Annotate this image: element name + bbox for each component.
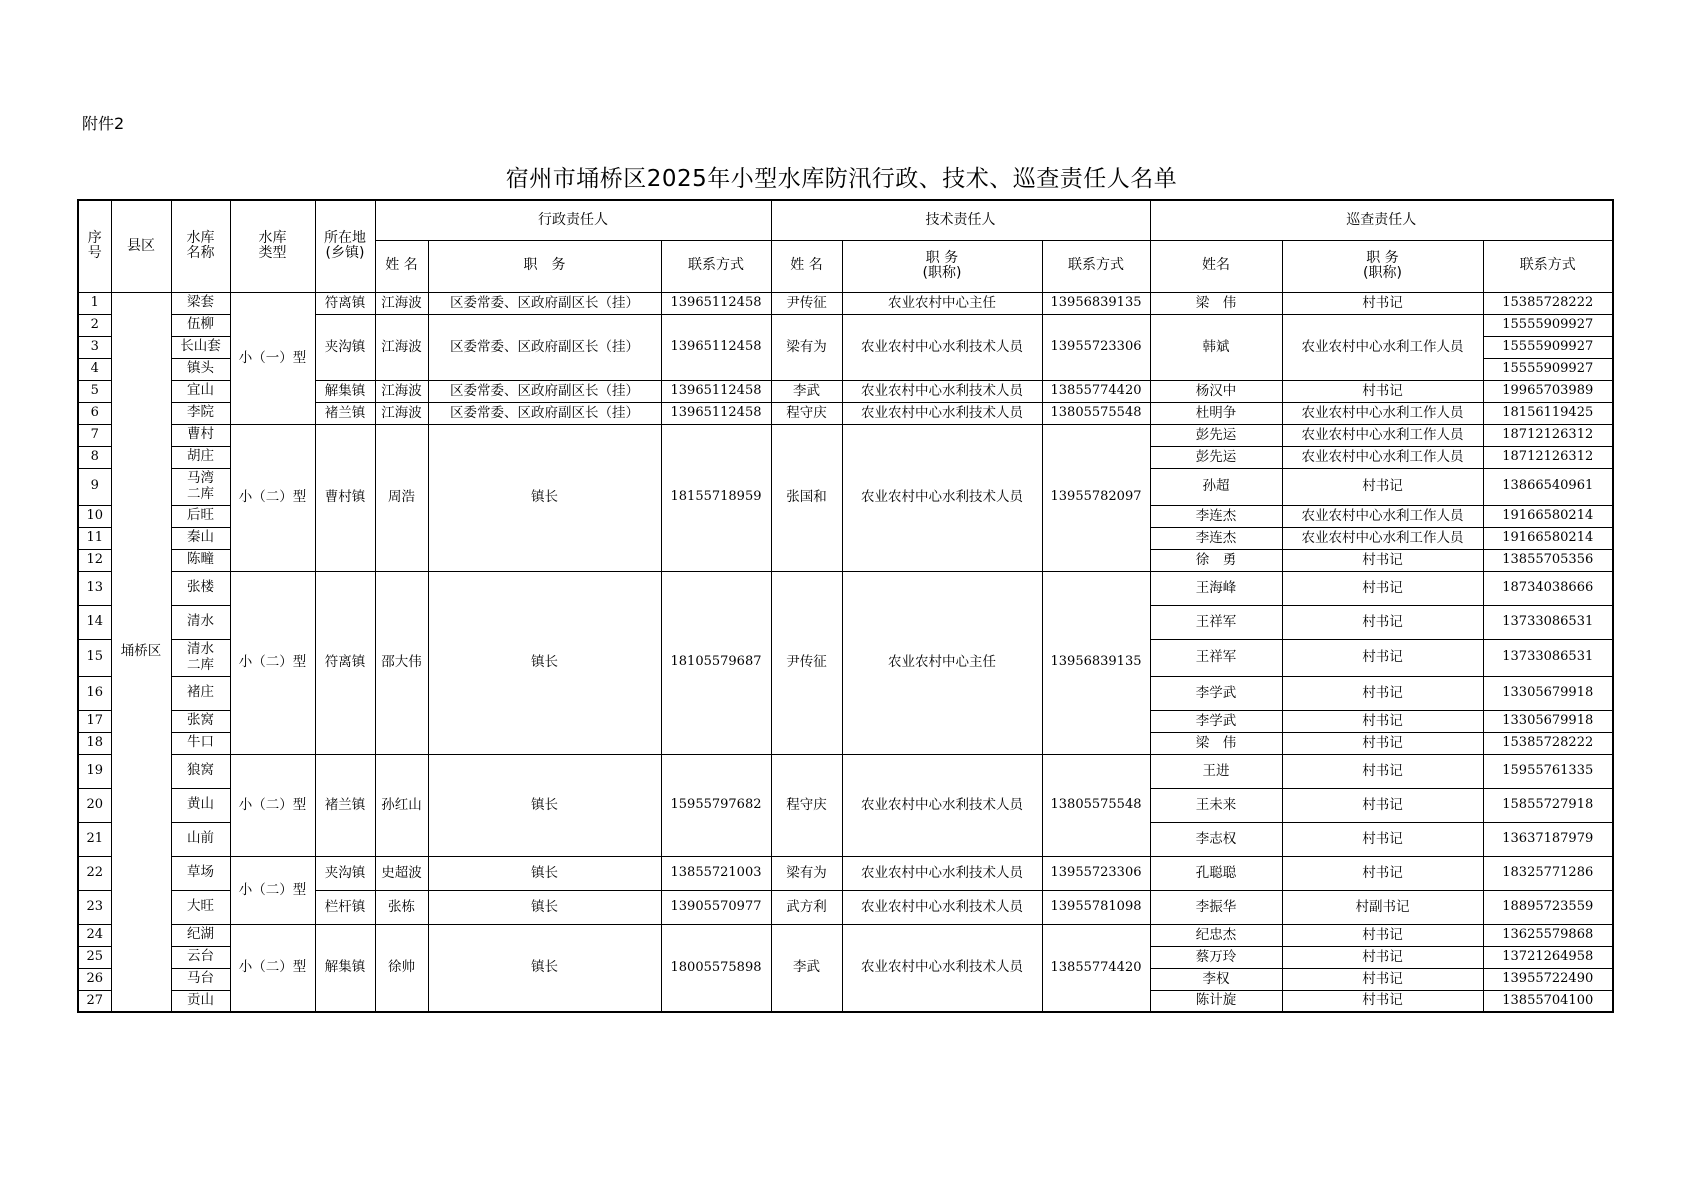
seq-cell: 21: [78, 822, 111, 856]
admin-name-cell: 孙红山: [375, 754, 428, 856]
admin-duty-cell: 镇长: [428, 890, 661, 924]
patrol-phone-cell: 18734038666: [1483, 571, 1613, 605]
admin-phone-cell: 13855721003: [661, 856, 771, 890]
patrol-name-cell: 徐 勇: [1150, 549, 1282, 571]
patrol-duty-cell: 村书记: [1282, 924, 1483, 946]
reservoir-name-cell: 云台: [171, 946, 230, 968]
responsibility-table: [77, 199, 1614, 1013]
header-admin-contact: 联系方式: [661, 240, 771, 292]
seq-cell: 7: [78, 424, 111, 446]
header-patrol-duty: 职 务 (职称): [1282, 240, 1483, 292]
seq-cell: 27: [78, 990, 111, 1012]
tech-duty-cell: 农业农村中心水利技术人员: [842, 402, 1042, 424]
reservoir-name-cell: 草场: [171, 856, 230, 890]
township-cell: 栏杆镇: [315, 890, 375, 924]
header-tech-name: 姓 名: [771, 240, 842, 292]
patrol-phone-cell: 13721264958: [1483, 946, 1613, 968]
township-cell: 夹沟镇: [315, 314, 375, 380]
seq-cell: 25: [78, 946, 111, 968]
seq-cell: 13: [78, 571, 111, 605]
header-seq: 序 号: [78, 200, 111, 292]
reservoir-name-cell: 陈疃: [171, 549, 230, 571]
patrol-phone-cell: 19965703989: [1483, 380, 1613, 402]
patrol-duty-cell: 村书记: [1282, 468, 1483, 505]
tech-phone-cell: 13855774420: [1042, 924, 1150, 1012]
patrol-duty-cell: 村书记: [1282, 571, 1483, 605]
tech-name-cell: 程守庆: [771, 402, 842, 424]
tech-name-cell: 梁有为: [771, 856, 842, 890]
patrol-phone-cell: 18895723559: [1483, 890, 1613, 924]
patrol-duty-cell: 村书记: [1282, 639, 1483, 676]
reservoir-name-cell: 纪湖: [171, 924, 230, 946]
patrol-name-cell: 李连杰: [1150, 505, 1282, 527]
admin-name-cell: 周浩: [375, 424, 428, 571]
patrol-phone-cell: 13733086531: [1483, 639, 1613, 676]
seq-cell: 16: [78, 676, 111, 710]
patrol-duty-cell: 村书记: [1282, 605, 1483, 639]
patrol-phone-cell: 15385728222: [1483, 292, 1613, 314]
tech-duty-cell: 农业农村中心水利技术人员: [842, 380, 1042, 402]
seq-cell: 5: [78, 380, 111, 402]
admin-duty-cell: 区委常委、区政府副区长（挂）: [428, 380, 661, 402]
reservoir-type-cell: 小（二）型: [230, 856, 315, 924]
seq-cell: 17: [78, 710, 111, 732]
admin-name-cell: 史超波: [375, 856, 428, 890]
admin-name-cell: 徐帅: [375, 924, 428, 1012]
patrol-name-cell: 蔡万玲: [1150, 946, 1282, 968]
township-cell: 解集镇: [315, 380, 375, 402]
seq-cell: 18: [78, 732, 111, 754]
reservoir-name-cell: 黄山: [171, 788, 230, 822]
township-cell: 褚兰镇: [315, 754, 375, 856]
reservoir-name-cell: 山前: [171, 822, 230, 856]
township-cell: 符离镇: [315, 292, 375, 314]
header-tech-group: 技术责任人: [771, 200, 1150, 240]
township-cell: 解集镇: [315, 924, 375, 1012]
patrol-name-cell: 李振华: [1150, 890, 1282, 924]
header-admin-name: 姓 名: [375, 240, 428, 292]
patrol-phone-cell: 18325771286: [1483, 856, 1613, 890]
admin-name-cell: 江海波: [375, 402, 428, 424]
patrol-name-cell: 梁 伟: [1150, 732, 1282, 754]
reservoir-type-cell: 小（二）型: [230, 754, 315, 856]
patrol-phone-cell: 13855705356: [1483, 549, 1613, 571]
patrol-duty-cell: 农业农村中心水利工作人员: [1282, 505, 1483, 527]
reservoir-name-cell: 胡庄: [171, 446, 230, 468]
seq-cell: 20: [78, 788, 111, 822]
seq-cell: 1: [78, 292, 111, 314]
reservoir-name-cell: 马湾 二库: [171, 468, 230, 505]
admin-phone-cell: 13965112458: [661, 380, 771, 402]
patrol-name-cell: 王海峰: [1150, 571, 1282, 605]
patrol-duty-cell: 村书记: [1282, 990, 1483, 1012]
admin-duty-cell: 镇长: [428, 754, 661, 856]
patrol-duty-cell: 村书记: [1282, 788, 1483, 822]
patrol-phone-cell: 15855727918: [1483, 788, 1613, 822]
patrol-name-cell: 孙超: [1150, 468, 1282, 505]
patrol-duty-cell: 村书记: [1282, 856, 1483, 890]
seq-cell: 26: [78, 968, 111, 990]
patrol-duty-cell: 村副书记: [1282, 890, 1483, 924]
township-cell: 褚兰镇: [315, 402, 375, 424]
tech-phone-cell: 13855774420: [1042, 380, 1150, 402]
tech-name-cell: 尹传征: [771, 571, 842, 754]
admin-phone-cell: 13965112458: [661, 314, 771, 380]
reservoir-name-cell: 伍柳: [171, 314, 230, 336]
reservoir-name-cell: 褚庄: [171, 676, 230, 710]
tech-name-cell: 梁有为: [771, 314, 842, 380]
seq-cell: 22: [78, 856, 111, 890]
patrol-duty-cell: 村书记: [1282, 380, 1483, 402]
patrol-name-cell: 李学武: [1150, 710, 1282, 732]
patrol-duty-cell: 村书记: [1282, 549, 1483, 571]
patrol-name-cell: 杜明争: [1150, 402, 1282, 424]
reservoir-name-cell: 曹村: [171, 424, 230, 446]
reservoir-type-cell: 小（二）型: [230, 924, 315, 1012]
tech-phone-cell: 13955782097: [1042, 424, 1150, 571]
reservoir-type-cell: 小（二）型: [230, 424, 315, 571]
tech-phone-cell: 13805575548: [1042, 402, 1150, 424]
patrol-name-cell: 彭先运: [1150, 446, 1282, 468]
attachment-label: 附件2: [82, 114, 125, 133]
header-patrol-group: 巡查责任人: [1150, 200, 1613, 240]
admin-phone-cell: 15955797682: [661, 754, 771, 856]
tech-duty-cell: 农业农村中心水利技术人员: [842, 856, 1042, 890]
table-row: [78, 292, 1613, 314]
patrol-name-cell: 韩斌: [1150, 314, 1282, 380]
reservoir-name-cell: 贡山: [171, 990, 230, 1012]
patrol-phone-cell: 15955761335: [1483, 754, 1613, 788]
patrol-duty-cell: 村书记: [1282, 822, 1483, 856]
reservoir-name-cell: 长山套: [171, 336, 230, 358]
reservoir-name-cell: 清水: [171, 605, 230, 639]
tech-phone-cell: 13955781098: [1042, 890, 1150, 924]
reservoir-name-cell: 马台: [171, 968, 230, 990]
admin-phone-cell: 13965112458: [661, 292, 771, 314]
header-tech-contact: 联系方式: [1042, 240, 1150, 292]
table-row: [78, 924, 1613, 946]
tech-phone-cell: 13955723306: [1042, 314, 1150, 380]
table-row: [78, 754, 1613, 788]
tech-duty-cell: 农业农村中心水利技术人员: [842, 890, 1042, 924]
header-township: 所在地 (乡镇): [315, 200, 375, 292]
patrol-phone-cell: 13866540961: [1483, 468, 1613, 505]
patrol-duty-cell: 村书记: [1282, 732, 1483, 754]
county-cell: 埇桥区: [111, 292, 171, 1012]
tech-duty-cell: 农业农村中心水利技术人员: [842, 314, 1042, 380]
seq-cell: 24: [78, 924, 111, 946]
patrol-duty-cell: 村书记: [1282, 676, 1483, 710]
admin-duty-cell: 区委常委、区政府副区长（挂）: [428, 314, 661, 380]
patrol-duty-cell: 村书记: [1282, 946, 1483, 968]
admin-duty-cell: 镇长: [428, 571, 661, 754]
header-row-groups: [78, 200, 1613, 240]
patrol-name-cell: 王祥军: [1150, 605, 1282, 639]
patrol-phone-cell: 15385728222: [1483, 732, 1613, 754]
tech-phone-cell: 13956839135: [1042, 292, 1150, 314]
admin-name-cell: 江海波: [375, 380, 428, 402]
patrol-name-cell: 李连杰: [1150, 527, 1282, 549]
admin-duty-cell: 镇长: [428, 424, 661, 571]
patrol-phone-cell: 15555909927: [1483, 336, 1613, 358]
patrol-phone-cell: 13305679918: [1483, 710, 1613, 732]
reservoir-name-cell: 大旺: [171, 890, 230, 924]
tech-duty-cell: 农业农村中心水利技术人员: [842, 424, 1042, 571]
header-admin-duty: 职 务: [428, 240, 661, 292]
tech-name-cell: 程守庆: [771, 754, 842, 856]
table-row: [78, 856, 1613, 890]
patrol-phone-cell: 15555909927: [1483, 314, 1613, 336]
patrol-duty-cell: 农业农村中心水利工作人员: [1282, 424, 1483, 446]
patrol-duty-cell: 农业农村中心水利工作人员: [1282, 527, 1483, 549]
seq-cell: 9: [78, 468, 111, 505]
tech-name-cell: 张国和: [771, 424, 842, 571]
admin-name-cell: 邵大伟: [375, 571, 428, 754]
patrol-phone-cell: 13637187979: [1483, 822, 1613, 856]
seq-cell: 15: [78, 639, 111, 676]
table-row: [78, 424, 1613, 446]
admin-name-cell: 江海波: [375, 292, 428, 314]
reservoir-name-cell: 狼窝: [171, 754, 230, 788]
patrol-phone-cell: 19166580214: [1483, 527, 1613, 549]
seq-cell: 11: [78, 527, 111, 549]
seq-cell: 3: [78, 336, 111, 358]
admin-phone-cell: 13905570977: [661, 890, 771, 924]
patrol-phone-cell: 13955722490: [1483, 968, 1613, 990]
patrol-name-cell: 王祥军: [1150, 639, 1282, 676]
header-admin-group: 行政责任人: [375, 200, 771, 240]
seq-cell: 6: [78, 402, 111, 424]
reservoir-name-cell: 梁套: [171, 292, 230, 314]
reservoir-type-cell: 小（二）型: [230, 571, 315, 754]
patrol-name-cell: 彭先运: [1150, 424, 1282, 446]
header-tech-duty: 职 务 (职称): [842, 240, 1042, 292]
patrol-phone-cell: 13855704100: [1483, 990, 1613, 1012]
reservoir-name-cell: 张窝: [171, 710, 230, 732]
admin-name-cell: 张栋: [375, 890, 428, 924]
header-county: 县区: [111, 200, 171, 292]
seq-cell: 19: [78, 754, 111, 788]
patrol-duty-cell: 村书记: [1282, 710, 1483, 732]
reservoir-name-cell: 李院: [171, 402, 230, 424]
seq-cell: 12: [78, 549, 111, 571]
patrol-name-cell: 陈计旋: [1150, 990, 1282, 1012]
tech-duty-cell: 农业农村中心水利技术人员: [842, 924, 1042, 1012]
patrol-phone-cell: 18156119425: [1483, 402, 1613, 424]
patrol-duty-cell: 农业农村中心水利工作人员: [1282, 402, 1483, 424]
patrol-phone-cell: 19166580214: [1483, 505, 1613, 527]
seq-cell: 4: [78, 358, 111, 380]
header-patrol-name: 姓名: [1150, 240, 1282, 292]
admin-phone-cell: 18105579687: [661, 571, 771, 754]
patrol-phone-cell: 13625579868: [1483, 924, 1613, 946]
seq-cell: 2: [78, 314, 111, 336]
tech-name-cell: 武方利: [771, 890, 842, 924]
header-reservoir-name: 水库 名称: [171, 200, 230, 292]
header-reservoir-type: 水库 类型: [230, 200, 315, 292]
reservoir-name-cell: 牛口: [171, 732, 230, 754]
admin-duty-cell: 区委常委、区政府副区长（挂）: [428, 292, 661, 314]
patrol-name-cell: 杨汉中: [1150, 380, 1282, 402]
document-title: 宿州市埇桥区2025年小型水库防汛行政、技术、巡查责任人名单: [505, 166, 1178, 192]
reservoir-name-cell: 后旺: [171, 505, 230, 527]
seq-cell: 14: [78, 605, 111, 639]
reservoir-name-cell: 秦山: [171, 527, 230, 549]
patrol-phone-cell: 18712126312: [1483, 424, 1613, 446]
patrol-name-cell: 梁 伟: [1150, 292, 1282, 314]
tech-phone-cell: 13955723306: [1042, 856, 1150, 890]
reservoir-name-cell: 张楼: [171, 571, 230, 605]
patrol-name-cell: 李权: [1150, 968, 1282, 990]
patrol-duty-cell: 村书记: [1282, 754, 1483, 788]
township-cell: 曹村镇: [315, 424, 375, 571]
township-cell: 夹沟镇: [315, 856, 375, 890]
tech-duty-cell: 农业农村中心主任: [842, 292, 1042, 314]
tech-duty-cell: 农业农村中心主任: [842, 571, 1042, 754]
seq-cell: 10: [78, 505, 111, 527]
patrol-phone-cell: 18712126312: [1483, 446, 1613, 468]
patrol-phone-cell: 15555909927: [1483, 358, 1613, 380]
tech-name-cell: 李武: [771, 924, 842, 1012]
tech-name-cell: 尹传征: [771, 292, 842, 314]
header-patrol-contact: 联系方式: [1483, 240, 1613, 292]
seq-cell: 23: [78, 890, 111, 924]
admin-duty-cell: 区委常委、区政府副区长（挂）: [428, 402, 661, 424]
patrol-duty-cell: 农业农村中心水利工作人员: [1282, 446, 1483, 468]
patrol-phone-cell: 13733086531: [1483, 605, 1613, 639]
admin-phone-cell: 18155718959: [661, 424, 771, 571]
patrol-duty-cell: 农业农村中心水利工作人员: [1282, 314, 1483, 380]
patrol-name-cell: 李志权: [1150, 822, 1282, 856]
patrol-phone-cell: 13305679918: [1483, 676, 1613, 710]
table-row: [78, 571, 1613, 605]
patrol-name-cell: 王未来: [1150, 788, 1282, 822]
patrol-duty-cell: 村书记: [1282, 968, 1483, 990]
tech-phone-cell: 13956839135: [1042, 571, 1150, 754]
admin-phone-cell: 13965112458: [661, 402, 771, 424]
patrol-duty-cell: 村书记: [1282, 292, 1483, 314]
seq-cell: 8: [78, 446, 111, 468]
patrol-name-cell: 王进: [1150, 754, 1282, 788]
patrol-name-cell: 孔聪聪: [1150, 856, 1282, 890]
patrol-name-cell: 纪忠杰: [1150, 924, 1282, 946]
tech-name-cell: 李武: [771, 380, 842, 402]
reservoir-name-cell: 清水 二库: [171, 639, 230, 676]
reservoir-type-cell: 小（一）型: [230, 292, 315, 424]
admin-name-cell: 江海波: [375, 314, 428, 380]
admin-duty-cell: 镇长: [428, 924, 661, 1012]
reservoir-name-cell: 宜山: [171, 380, 230, 402]
reservoir-name-cell: 镇头: [171, 358, 230, 380]
tech-phone-cell: 13805575548: [1042, 754, 1150, 856]
township-cell: 符离镇: [315, 571, 375, 754]
tech-duty-cell: 农业农村中心水利技术人员: [842, 754, 1042, 856]
patrol-name-cell: 李学武: [1150, 676, 1282, 710]
admin-phone-cell: 18005575898: [661, 924, 771, 1012]
admin-duty-cell: 镇长: [428, 856, 661, 890]
